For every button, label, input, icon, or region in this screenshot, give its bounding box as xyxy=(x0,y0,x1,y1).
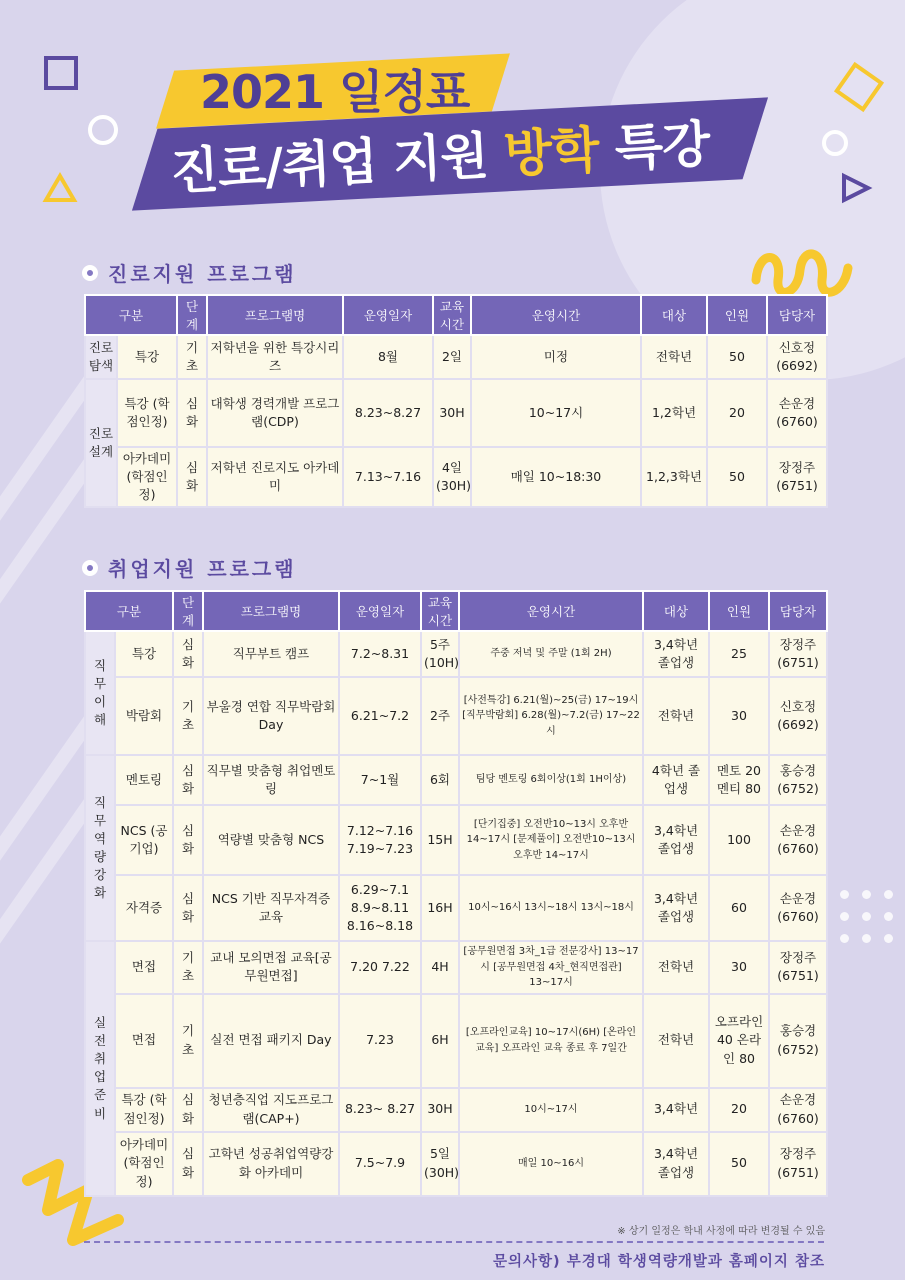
target-cell: 전학년 xyxy=(643,677,709,755)
divider xyxy=(84,1241,824,1243)
dates-cell: 7.23 xyxy=(339,994,421,1088)
op-cell: [오프라인교육] 10~17시(6H) [온라인교육] 오프라인 교육 종료 후 7일간 xyxy=(459,994,643,1088)
program-cell: 교내 모의면접 교육[공무원면접] xyxy=(203,941,339,994)
people-cell: 25 xyxy=(709,631,769,677)
people-cell: 50 xyxy=(707,447,767,507)
manager-cell: 장정주 (6751) xyxy=(769,631,827,677)
edu-cell: 4일 (30H) xyxy=(433,447,471,507)
target-cell: 3,4학년 xyxy=(643,1088,709,1132)
people-cell: 50 xyxy=(709,1132,769,1196)
stage-cell: 심화 xyxy=(177,379,207,447)
col-header: 교육 시간 xyxy=(421,591,459,631)
square-outline-icon xyxy=(44,56,78,90)
target-cell: 3,4학년 졸업생 xyxy=(643,1132,709,1196)
table-row xyxy=(85,994,827,1088)
col-header: 인원 xyxy=(707,295,767,335)
op-cell: 10시~17시 xyxy=(459,1088,643,1132)
background-dot xyxy=(840,890,849,899)
title-year: 2021 일정표 xyxy=(200,65,470,119)
col-header: 구분 xyxy=(85,591,173,631)
background-dot xyxy=(862,890,871,899)
sub-cell: 특강 (학점인정) xyxy=(115,1088,173,1132)
background-dot xyxy=(884,890,893,899)
sub-cell: NCS (공기업) xyxy=(115,805,173,875)
edu-cell: 5주 (10H) xyxy=(421,631,459,677)
dates-cell: 6.21~7.2 xyxy=(339,677,421,755)
program-cell: 저학년을 위한 특강시리즈 xyxy=(207,335,343,379)
manager-cell: 장정주 (6751) xyxy=(769,1132,827,1196)
target-cell: 3,4학년 졸업생 xyxy=(643,805,709,875)
people-cell: 100 xyxy=(709,805,769,875)
career-table xyxy=(84,294,828,508)
manager-cell: 손운경 (6760) xyxy=(769,875,827,941)
op-cell: [공무원면접 3차_1급 전문강사] 13~17시 [공무원면접 4차_현직면접관] 13~17시 xyxy=(459,941,643,994)
target-cell: 3,4학년 졸업생 xyxy=(643,631,709,677)
dates-cell: 7.5~7.9 xyxy=(339,1132,421,1196)
op-cell: [단기집중] 오전반10~13시 오후반 14~17시 [문제풀이] 오전반10~13시 오후반 14~17시 xyxy=(459,805,643,875)
sub-cell: 특강 (학점인정) xyxy=(117,379,177,447)
bullet-icon xyxy=(82,560,98,576)
title-part: 진로/취업 지원 xyxy=(169,125,506,202)
program-cell: 대학생 경력개발 프로그램(CDP) xyxy=(207,379,343,447)
category-cell: 진로 설계 xyxy=(85,379,117,507)
program-cell: 직무별 맞춤형 취업멘토링 xyxy=(203,755,339,805)
dates-cell: 7~1월 xyxy=(339,755,421,805)
people-cell: 30 xyxy=(709,941,769,994)
job-section-heading xyxy=(82,553,297,582)
background-dot xyxy=(840,912,849,921)
sub-cell: 박람회 xyxy=(115,677,173,755)
table-row xyxy=(85,1132,827,1196)
edu-cell: 6회 xyxy=(421,755,459,805)
people-cell: 60 xyxy=(709,875,769,941)
background-dot xyxy=(840,934,849,943)
target-cell: 전학년 xyxy=(641,335,707,379)
title-part: 특강 xyxy=(596,114,711,179)
background-dot xyxy=(862,934,871,943)
op-cell: 미정 xyxy=(471,335,641,379)
program-cell: 저학년 진로지도 아카데미 xyxy=(207,447,343,507)
target-cell: 1,2,3학년 xyxy=(641,447,707,507)
target-cell: 1,2학년 xyxy=(641,379,707,447)
background-dot xyxy=(884,934,893,943)
edu-cell: 2주 xyxy=(421,677,459,755)
manager-cell: 손운경 (6760) xyxy=(769,1088,827,1132)
stage-cell: 기초 xyxy=(173,941,203,994)
edu-cell: 5일 (30H) xyxy=(421,1132,459,1196)
op-cell: 10~17시 xyxy=(471,379,641,447)
stage-cell: 심화 xyxy=(173,1132,203,1196)
table-header-row xyxy=(85,295,827,335)
col-header: 담당자 xyxy=(769,591,827,631)
stage-cell: 심화 xyxy=(173,1088,203,1132)
table-row xyxy=(85,875,827,941)
section-title: 진로지원 프로그램 xyxy=(108,262,297,286)
col-header: 교육 시간 xyxy=(433,295,471,335)
table-row xyxy=(85,379,827,447)
people-cell: 30 xyxy=(709,677,769,755)
stage-cell: 심화 xyxy=(173,631,203,677)
target-cell: 전학년 xyxy=(643,941,709,994)
manager-cell: 장정주 (6751) xyxy=(767,447,827,507)
program-cell: 고학년 성공취업역량강화 아카데미 xyxy=(203,1132,339,1196)
career-section-heading xyxy=(82,258,297,287)
title-highlight: 방학 xyxy=(502,120,601,184)
target-cell: 3,4학년 졸업생 xyxy=(643,875,709,941)
stage-cell: 기초 xyxy=(173,994,203,1088)
diamond-outline-icon xyxy=(830,58,890,122)
table-row xyxy=(85,805,827,875)
dates-cell: 8월 xyxy=(343,335,433,379)
op-cell: [사전특강] 6.21(월)~25(금) 17~19시 [직무박람회] 6.28(월)~7.2(금) 17~22시 xyxy=(459,677,643,755)
program-cell: 역량별 맞춤형 NCS xyxy=(203,805,339,875)
manager-cell: 손운경 (6760) xyxy=(767,379,827,447)
category-cell: 직무 역량 강화 xyxy=(85,755,115,941)
target-cell: 4학년 졸업생 xyxy=(643,755,709,805)
edu-cell: 15H xyxy=(421,805,459,875)
table-row xyxy=(85,755,827,805)
people-cell: 20 xyxy=(709,1088,769,1132)
edu-cell: 30H xyxy=(433,379,471,447)
op-cell: 주중 저녁 및 주말 (1회 2H) xyxy=(459,631,643,677)
op-cell: 10시~16시 13시~18시 13시~18시 xyxy=(459,875,643,941)
col-header: 대상 xyxy=(643,591,709,631)
col-header: 운영시간 xyxy=(471,295,641,335)
table-row xyxy=(85,631,827,677)
people-cell: 오프라인 40 온라인 80 xyxy=(709,994,769,1088)
edu-cell: 30H xyxy=(421,1088,459,1132)
dates-cell: 6.29~7.1 8.9~8.11 8.16~8.18 xyxy=(339,875,421,941)
dates-cell: 7.20 7.22 xyxy=(339,941,421,994)
col-header: 운영시간 xyxy=(459,591,643,631)
footer-contact: 문의사항) 부경대 학생역량개발과 홈페이지 참조 xyxy=(493,1254,825,1270)
sub-cell: 특강 xyxy=(115,631,173,677)
sub-cell: 멘토링 xyxy=(115,755,173,805)
stage-cell: 심화 xyxy=(177,447,207,507)
col-header: 단계 xyxy=(173,591,203,631)
people-cell: 50 xyxy=(707,335,767,379)
people-cell: 20 xyxy=(707,379,767,447)
sub-cell: 면접 xyxy=(115,941,173,994)
circle-outline-icon xyxy=(822,130,848,156)
col-header: 구분 xyxy=(85,295,177,335)
table-row xyxy=(85,941,827,994)
col-header: 인원 xyxy=(709,591,769,631)
edu-cell: 2일 xyxy=(433,335,471,379)
category-cell: 실전 취업 준비 xyxy=(85,941,115,1196)
table-header-row xyxy=(85,591,827,631)
sub-cell: 자격증 xyxy=(115,875,173,941)
table-row xyxy=(85,335,827,379)
program-cell: 실전 면접 패키지 Day xyxy=(203,994,339,1088)
stage-cell: 기초 xyxy=(173,677,203,755)
sub-cell: 특강 xyxy=(117,335,177,379)
manager-cell: 신호정 (6692) xyxy=(769,677,827,755)
bullet-icon xyxy=(82,265,98,281)
manager-cell: 손운경 (6760) xyxy=(769,805,827,875)
dates-cell: 8.23~ 8.27 xyxy=(339,1088,421,1132)
job-table xyxy=(84,590,828,1197)
op-cell: 매일 10~18:30 xyxy=(471,447,641,507)
sub-cell: 아카데미 (학점인정) xyxy=(117,447,177,507)
col-header: 운영일자 xyxy=(339,591,421,631)
sub-cell: 면접 xyxy=(115,994,173,1088)
manager-cell: 신호정 (6692) xyxy=(767,335,827,379)
dates-cell: 7.2~8.31 xyxy=(339,631,421,677)
triangle-right-icon xyxy=(838,170,874,210)
col-header: 대상 xyxy=(641,295,707,335)
stage-cell: 심화 xyxy=(173,875,203,941)
section-title: 취업지원 프로그램 xyxy=(108,557,297,581)
table-row xyxy=(85,447,827,507)
circle-outline-icon xyxy=(88,115,118,145)
edu-cell: 6H xyxy=(421,994,459,1088)
stage-cell: 기초 xyxy=(177,335,207,379)
col-header: 담당자 xyxy=(767,295,827,335)
background-dot xyxy=(884,912,893,921)
manager-cell: 홍승경 (6752) xyxy=(769,755,827,805)
background-dot xyxy=(862,912,871,921)
col-header: 운영일자 xyxy=(343,295,433,335)
people-cell: 멘토 20 멘티 80 xyxy=(709,755,769,805)
triangle-outline-icon xyxy=(40,170,80,210)
op-cell: 팀당 멘토링 6회이상(1회 1H이상) xyxy=(459,755,643,805)
schedule-note: ※ 상기 일정은 학내 사정에 따라 변경될 수 있음 xyxy=(617,1226,825,1237)
edu-cell: 16H xyxy=(421,875,459,941)
table-row xyxy=(85,677,827,755)
table-row xyxy=(85,1088,827,1132)
program-cell: 부울경 연합 직무박람회Day xyxy=(203,677,339,755)
category-cell: 직무 이해 xyxy=(85,631,115,755)
manager-cell: 장정주 (6751) xyxy=(769,941,827,994)
sub-cell: 아카데미 (학점인정) xyxy=(115,1132,173,1196)
edu-cell: 4H xyxy=(421,941,459,994)
dates-cell: 8.23~8.27 xyxy=(343,379,433,447)
dates-cell: 7.13~7.16 xyxy=(343,447,433,507)
category-cell: 진로 탐색 xyxy=(85,335,117,379)
target-cell: 전학년 xyxy=(643,994,709,1088)
col-header: 프로그램명 xyxy=(203,591,339,631)
col-header: 프로그램명 xyxy=(207,295,343,335)
program-cell: 청년층직업 지도프로그램(CAP+) xyxy=(203,1088,339,1132)
stage-cell: 심화 xyxy=(173,805,203,875)
program-cell: 직무부트 캠프 xyxy=(203,631,339,677)
col-header: 단계 xyxy=(177,295,207,335)
manager-cell: 홍승경 (6752) xyxy=(769,994,827,1088)
dates-cell: 7.12~7.16 7.19~7.23 xyxy=(339,805,421,875)
program-cell: NCS 기반 직무자격증 교육 xyxy=(203,875,339,941)
op-cell: 매일 10~16시 xyxy=(459,1132,643,1196)
stage-cell: 심화 xyxy=(173,755,203,805)
